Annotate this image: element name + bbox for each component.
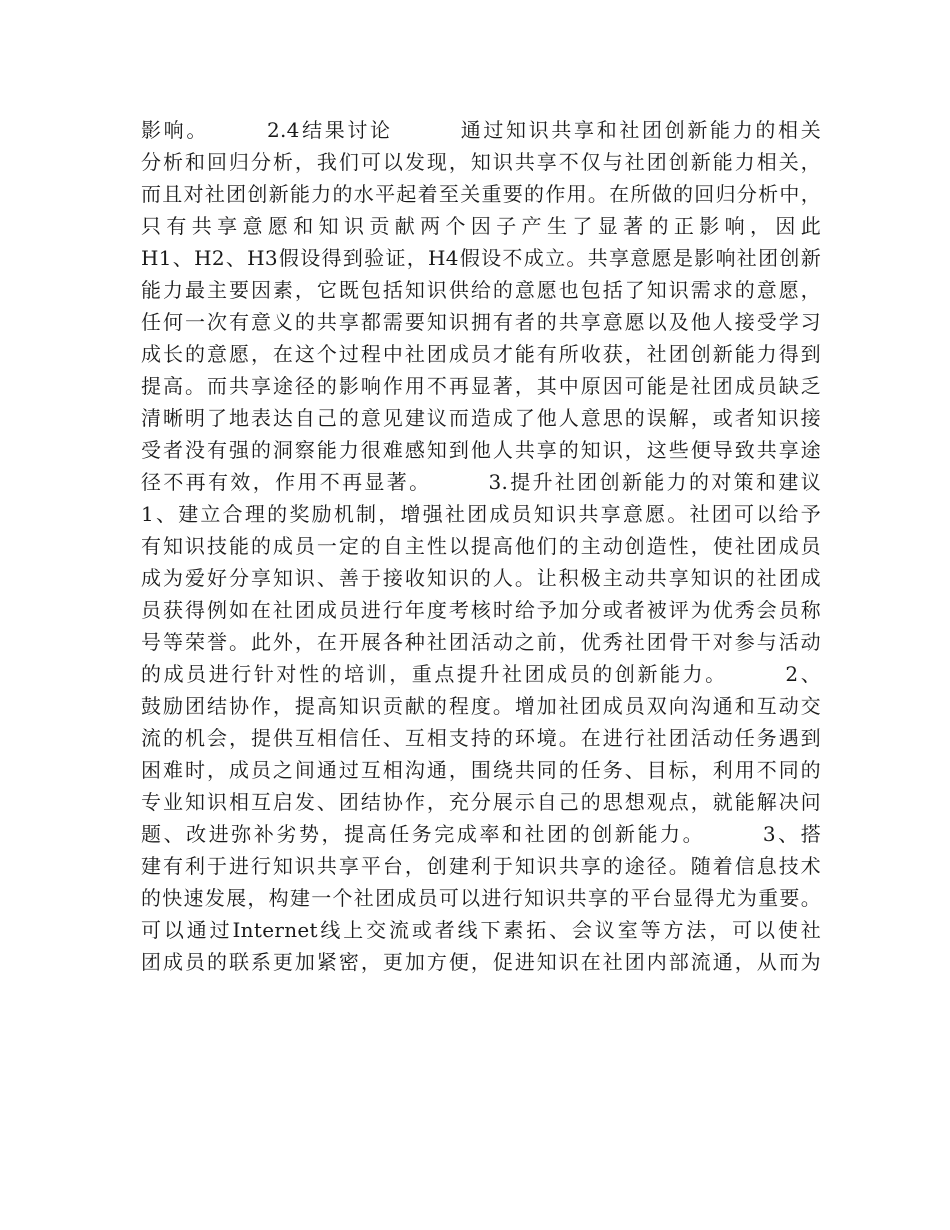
text-line-15: 成为爱好分享知识、善于接收知识的人。让积极主动共享知识的社团成 xyxy=(141,566,821,590)
text-line-6: 能力最主要因素，它既包括知识供给的意愿也包括了知识需求的意愿， xyxy=(141,278,821,302)
text-line-9: 提高。而共享途径的影响作用不再显著，其中原因可能是社团成员缺乏 xyxy=(141,374,821,398)
text-line-26: 可以通过Internet线上交流或者线下素拓、会议室等方法，可以使社 xyxy=(141,918,821,942)
body-text xyxy=(141,114,821,978)
text-line-7: 任何一次有意义的共享都需要知识拥有者的共享意愿以及他人接受学习 xyxy=(141,310,821,334)
text-line-19: 鼓励团结协作，提高知识贡献的程度。增加社团成员双向沟通和互动交 xyxy=(141,694,821,718)
text-line-8: 成长的意愿，在这个过程中社团成员才能有所收获，社团创新能力得到 xyxy=(141,342,821,366)
text-line-14: 有知识技能的成员一定的自主性以提高他们的主动创造性，使社团成员 xyxy=(141,534,821,558)
text-line-13: 1、建立合理的奖励机制，增强社团成员知识共享意愿。社团可以给予 xyxy=(141,502,821,526)
text-line-2: 分析和回归分析，我们可以发现，知识共享不仅与社团创新能力相关， xyxy=(141,150,821,174)
text-line-10: 清晰明了地表达自己的意见建议而造成了他人意思的误解，或者知识接 xyxy=(141,406,821,430)
text-line-12: 径不再有效，作用不再显著。 3.提升社团创新能力的对策和建议 xyxy=(141,470,821,494)
text-line-16: 员获得例如在社团成员进行年度考核时给予加分或者被评为优秀会员称 xyxy=(141,598,821,622)
text-line-25: 的快速发展，构建一个社团成员可以进行知识共享的平台显得尤为重要。 xyxy=(141,886,821,910)
text-line-4: 只有共享意愿和知识贡献两个因子产生了显著的正影响，因此 xyxy=(141,214,821,238)
text-line-23: 题、改进弥补劣势，提高任务完成率和社团的创新能力。 3、搭 xyxy=(141,822,821,846)
text-line-5: H1、H2、H3假设得到验证，H4假设不成立。共享意愿是影响社团创新 xyxy=(141,246,821,270)
text-line-17: 号等荣誉。此外，在开展各种社团活动之前，优秀社团骨干对参与活动 xyxy=(141,630,821,654)
text-line-3: 而且对社团创新能力的水平起着至关重要的作用。在所做的回归分析中， xyxy=(141,182,821,206)
text-line-22: 专业知识相互启发、团结协作，充分展示自己的思想观点，就能解决问 xyxy=(141,790,821,814)
text-line-11: 受者没有强的洞察能力很难感知到他人共享的知识，这些便导致共享途 xyxy=(141,438,821,462)
text-line-18: 的成员进行针对性的培训，重点提升社团成员的创新能力。 2、 xyxy=(141,662,821,686)
text-line-21: 困难时，成员之间通过互相沟通，围绕共同的任务、目标，利用不同的 xyxy=(141,758,821,782)
text-line-20: 流的机会，提供互相信任、互相支持的环境。在进行社团活动任务遇到 xyxy=(141,726,821,750)
text-line-24: 建有利于进行知识共享平台，创建利于知识共享的途径。随着信息技术 xyxy=(141,854,821,878)
text-line-27: 团成员的联系更加紧密，更加方便，促进知识在社团内部流通，从而为 xyxy=(141,950,821,974)
text-line-1: 影响。 2.4结果讨论 通过知识共享和社团创新能力的相关 xyxy=(141,118,821,142)
